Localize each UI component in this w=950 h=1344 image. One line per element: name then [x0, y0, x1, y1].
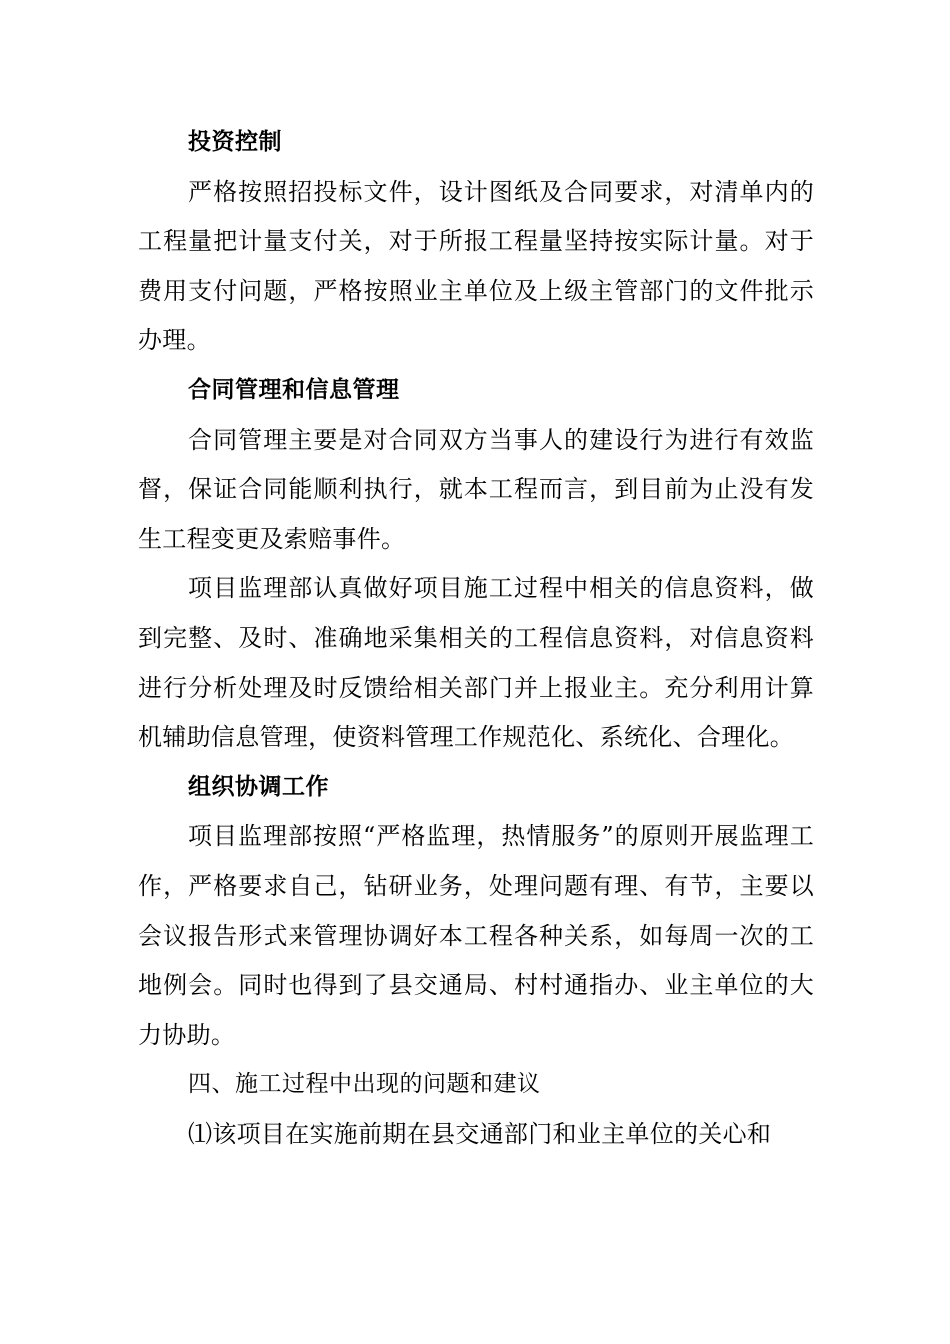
section-heading-investment-control: 投资控制: [188, 129, 282, 155]
section-heading-contract-info-management: 合同管理和信息管理: [188, 376, 400, 403]
document-body: [138, 118, 814, 1159]
paragraph-investment-control: 严格按照招投标文件，设计图纸及合同要求，对清单内的工程量把计量支付关，对于所报工程量坚持按实际计量。对于费用支付问题，严格按照业主单位及上级主管部门的文件批示办理。: [138, 177, 814, 355]
paragraph-problems-item-1: ⑴该项目在实施前期在县交通部门和业主单位的关心和: [188, 1119, 772, 1148]
paragraph-coordination: 项目监理部按照“严格监理，热情服务”的原则开展监理工作，严格要求自己，钻研业务，处理问题有理、有节，主要以会议报告形式来管理协调好本工程各种关系，如每周一次的工地例会。同时也得到了县交通局、村村通指办、业主单位的大力协助。: [138, 822, 814, 1049]
paragraph-information-management: 项目监理部认真做好项目施工过程中相关的信息资料，做到完整、及时、准确地采集相关的工程信息资料，对信息资料进行分析处理及时反馈给相关部门并上报业主。充分利用计算机辅助信息管理，使资料管理工作规范化、系统化、合理化。: [138, 574, 814, 752]
paragraph-contract-management: 合同管理主要是对合同双方当事人的建设行为进行有效监督，保证合同能顺利执行，就本工程而言，到目前为止没有发生工程变更及索赔事件。: [138, 425, 814, 553]
section-heading-coordination: 组织协调工作: [188, 773, 329, 800]
section-heading-problems-suggestions: 四、施工过程中出现的问题和建议: [188, 1071, 541, 1098]
